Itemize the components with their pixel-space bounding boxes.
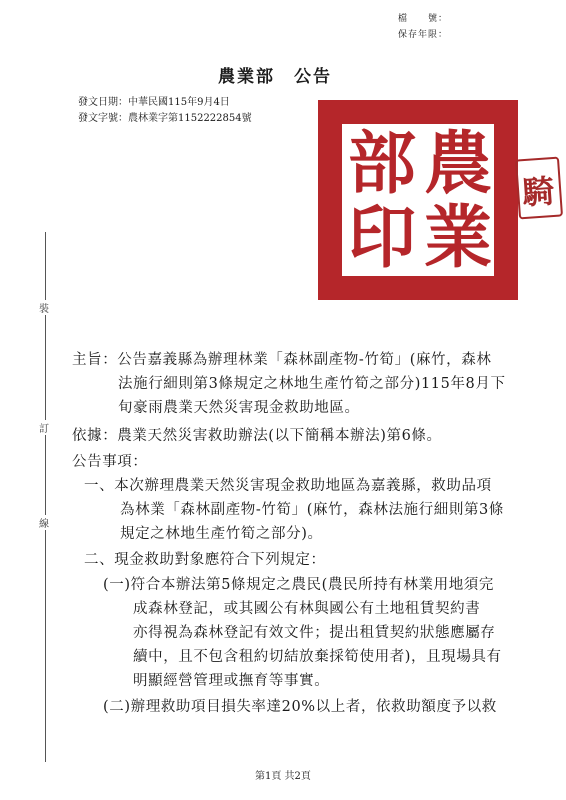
item-2-1-line-4: 續中，且不包含租約切結放棄採筍使用者)，且現場具有 bbox=[133, 649, 502, 665]
subject-block bbox=[72, 348, 506, 420]
file-number-label: 檔 號： bbox=[398, 14, 449, 24]
doc-title: 農業部 公告 bbox=[218, 67, 332, 87]
binding-char-3: 線 bbox=[39, 515, 49, 530]
side-stamp: 騎 bbox=[515, 157, 563, 220]
seal-glyph-4: 印 bbox=[348, 198, 417, 278]
item-2-1-line-3: 亦得視為森林登記有效文件；提出租賃契約狀態應屬存 bbox=[133, 625, 496, 641]
item-2-2-line: (二)辦理救助項目損失率達20%以上者，依救助額度予以救 bbox=[103, 699, 497, 715]
item-1-line-3: 規定之林地生產竹筍之部分)。 bbox=[120, 526, 323, 542]
subject-line-2: 法施行細則第3條規定之林地生產竹筍之部分)115年8月下 bbox=[118, 376, 506, 392]
issue-date: 發文日期：中華民國115年9月4日 bbox=[78, 97, 230, 108]
item-2-1-line-5: 明顯經營管理或撫育等事實。 bbox=[133, 673, 330, 689]
item-1-block bbox=[84, 474, 504, 546]
binding-char-1: 裝 bbox=[39, 300, 49, 315]
seal-glyph-3: 部 bbox=[348, 124, 417, 204]
item-1-line-1: 一、本次辦理農業天然災害現金救助地區為嘉義縣，救助品項 bbox=[84, 478, 492, 494]
item-2-line: 二、現金救助對象應符合下列規定： bbox=[84, 552, 326, 568]
retention-label: 保存年限： bbox=[398, 30, 449, 40]
item-2-1-line-1: (一)符合本辦法第5條規定之農民(農民所持有林業用地須完 bbox=[103, 577, 494, 593]
item-1-line-2: 為林業「森林副產物-竹筍」(麻竹，森林法施行細則第3條 bbox=[120, 502, 504, 518]
seal-glyph-1: 農 bbox=[424, 124, 493, 204]
binding-char-2: 訂 bbox=[39, 420, 49, 435]
item-2-1-block bbox=[103, 573, 502, 693]
page-number: 第1頁 共2頁 bbox=[255, 771, 311, 782]
item-2-1-line-2: 成森林登記，或其國公有林與國公有土地租賃契約書 bbox=[133, 601, 481, 617]
seal-glyph-2: 業 bbox=[424, 198, 493, 278]
official-seal bbox=[318, 100, 518, 300]
items-label: 公告事項： bbox=[72, 454, 148, 470]
basis-line: 依據：農業天然災害救助辦法(以下簡稱本辦法)第6條。 bbox=[72, 428, 442, 444]
document-number: 發文字號：農林業字第1152222854號 bbox=[78, 113, 252, 124]
subject-line-1: 主旨：公告嘉義縣為辦理林業「森林副產物-竹筍」(麻竹，森林 bbox=[72, 352, 492, 368]
subject-line-3: 旬豪雨農業天然災害現金救助地區。 bbox=[118, 400, 360, 416]
